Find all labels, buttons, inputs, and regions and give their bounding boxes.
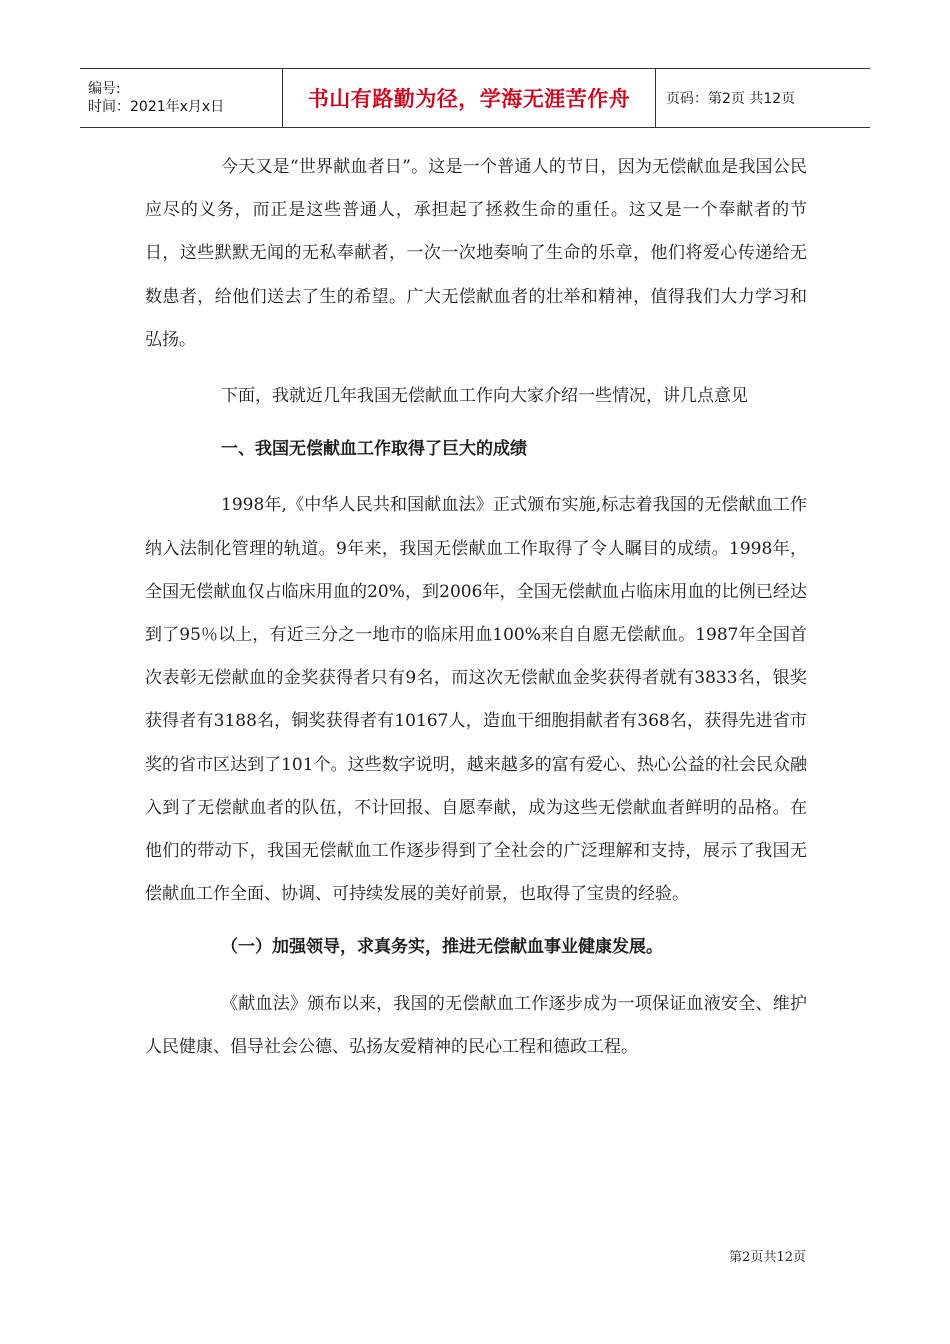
paragraph-achievements: 1998年,《中华人民共和国献血法》正式颁布实施,标志着我国的无偿献血工作纳入法制化管理的轨道。9年来，我国无偿献血工作取得了令人瞩目的成绩。1998年，全国无偿献血仅占临床用血的20%，到2006年，全国无偿献血占临床用血的比例已经达到了95％以上，有近三分之一地市的临床用血100%来自自愿无偿献血。1987年全国首次表彰无偿献血的金奖获得者只有9名，而这次无偿献血金奖获得者就有3833名，银奖获得者有3188名，铜奖获得者有10167人，造血干细胞捐献者有368名，获得先进省市奖的省市区达到了101个。这些数字说明，越来越多的富有爱心、热心公益的社会民众融入到了无偿献血者的队伍，不计回报、自愿奉献，成为这些无偿献血者鲜明的品格。在他们的带动下，我国无偿献血工作逐步得到了全社会的广泛理解和支持，展示了我国无偿献血工作全面、协调、可持续发展的美好前景，也取得了宝贵的经验。 <box>145 495 807 905</box>
document-body <box>145 146 807 1069</box>
page-header <box>80 68 870 128</box>
page-info-text: 页码：第2页 共12页 <box>666 91 796 107</box>
paragraph-law: 《献血法》颁布以来，我国的无偿献血工作逐步成为一项保证血液安全、维护人民健康、倡导社会公德、弘扬友爱精神的民心工程和德政工程。 <box>145 993 807 1057</box>
header-page-info <box>656 69 870 127</box>
header-motto-cell <box>282 69 656 127</box>
page-footer: 第2页共12页 <box>729 1250 806 1265</box>
number-label: 编号: <box>88 81 121 97</box>
paragraph-overview: 下面，我就近几年我国无偿献血工作向大家介绍一些情况，讲几点意见 <box>221 386 748 407</box>
motto-text: 书山有路勤为径，学海无涯苦作舟 <box>307 87 631 111</box>
paragraph-intro: 今天又是“世界献血者日”。这是一个普通人的节日，因为无偿献血是我国公民应尽的义务，而正是这些普通人，承担起了拯救生命的重任。这又是一个奉献者的节日，这些默默无闻的无私奉献者，一次一次地奏响了生命的乐章，他们将爱心传递给无数患者，给他们送去了生的希望。广大无偿献血者的壮举和精神，值得我们大力学习和弘扬。 <box>145 157 807 350</box>
header-meta <box>80 69 282 127</box>
subsection-heading-1: （一）加强领导，求真务实，推进无偿献血事业健康发展。 <box>221 937 663 958</box>
section-heading-1: 一、我国无偿献血工作取得了巨大的成绩 <box>221 439 527 460</box>
time-label: 时间：2021年x月x日 <box>88 99 225 115</box>
